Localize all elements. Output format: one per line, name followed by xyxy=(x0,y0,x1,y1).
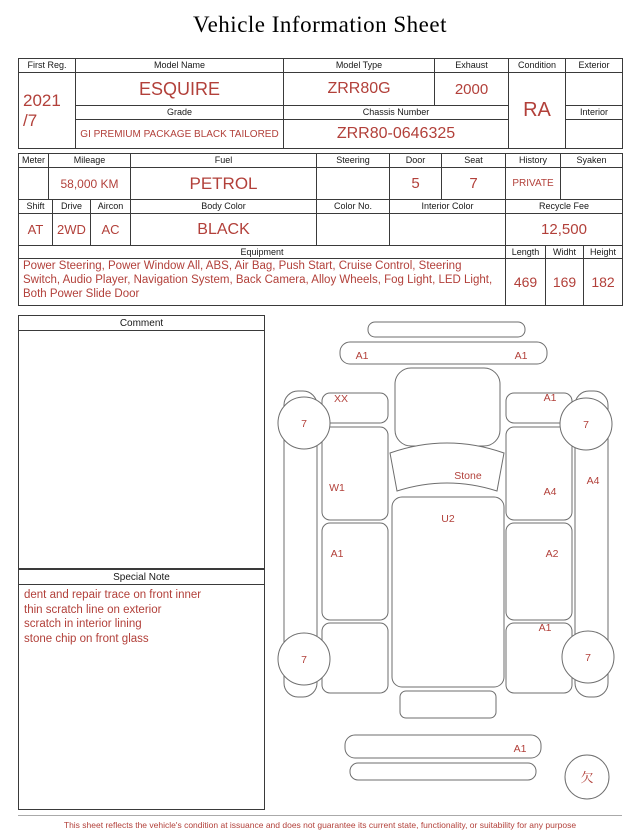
damage-label-right-fender: A1 xyxy=(543,392,557,404)
first-reg-year: 2021 xyxy=(23,90,61,110)
footer-disclaimer: This sheet reflects the vehicle's condition at issuance and does not guarantee its current state, functionality, or suitability for any purpose xyxy=(18,815,622,830)
grade-value: GI PREMIUM PACKAGE BLACK TAILORED xyxy=(76,120,284,149)
damage-label-left-slide-door: A1 xyxy=(330,548,344,560)
seat-value: 7 xyxy=(442,168,506,200)
special-note-text xyxy=(19,585,264,650)
exterior-value xyxy=(566,73,623,106)
specification-table xyxy=(18,153,623,306)
meter-label: Meter xyxy=(19,154,49,168)
damage-label-right-front-door: A4 xyxy=(543,486,557,498)
drive-label: Drive xyxy=(53,200,91,214)
special-note-line: stone chip on front glass xyxy=(24,633,149,646)
interior-color-value xyxy=(390,214,506,246)
equipment-value: Power Steering, Power Window All, ABS, Air Bag, Push Start, Cruise Control, Steering Switch, Audio Player, Navigation System, Back Camera, Alloy Wheels, Fog Light, LED Light, Both Power Slide Door xyxy=(19,259,506,306)
damage-label-windshield: Stone xyxy=(454,470,482,482)
damage-label-front-bumper-right: A1 xyxy=(514,350,528,362)
condition-label: Condition xyxy=(509,59,566,73)
history-value: PRIVATE xyxy=(506,168,561,200)
model-name-value: ESQUIRE xyxy=(76,73,284,106)
vehicle-damage-diagram xyxy=(270,315,630,820)
model-type-value: ZRR80G xyxy=(284,73,435,106)
body-color-value: BLACK xyxy=(131,214,317,246)
aircon-value: AC xyxy=(91,214,131,246)
identification-table xyxy=(18,58,623,149)
right-front-door xyxy=(506,427,572,520)
mileage-label: Mileage xyxy=(49,154,131,168)
comment-section xyxy=(18,315,265,569)
exterior-label: Exterior xyxy=(566,59,623,73)
chassis-number-value: ZRR80-0646325 xyxy=(284,120,509,149)
exhaust-value: 2000 xyxy=(435,73,509,106)
comment-label: Comment xyxy=(19,316,264,331)
left-quarter-panel xyxy=(322,623,388,693)
left-front-door xyxy=(322,427,388,520)
rear-bumper-face-view xyxy=(345,735,541,758)
damage-label-rear-bumper: A1 xyxy=(513,743,527,755)
chassis-number-label: Chassis Number xyxy=(284,106,509,120)
length-value: 469 xyxy=(506,259,546,306)
fuel-value: PETROL xyxy=(131,168,317,200)
height-value: 182 xyxy=(584,259,623,306)
damage-label-missing-mark: 欠 xyxy=(580,770,594,785)
first-reg-value xyxy=(19,73,76,149)
rear-window xyxy=(400,691,496,718)
width-label: Widht xyxy=(546,246,584,259)
body-color-label: Body Color xyxy=(131,200,317,214)
fuel-label: Fuel xyxy=(131,154,317,168)
model-type-label: Model Type xyxy=(284,59,435,73)
damage-label-roof: U2 xyxy=(441,513,455,525)
shift-label: Shift xyxy=(19,200,53,214)
drive-value: 2WD xyxy=(53,214,91,246)
model-name-label: Model Name xyxy=(76,59,284,73)
aircon-label: Aircon xyxy=(91,200,131,214)
interior-value xyxy=(566,120,623,149)
seat-label: Seat xyxy=(442,154,506,168)
damage-label-front-bumper-left: A1 xyxy=(355,350,369,362)
special-note-label: Special Note xyxy=(19,570,264,585)
damage-label-wheel-rear-right: 7 xyxy=(585,652,591,664)
width-value: 169 xyxy=(546,259,584,306)
roof xyxy=(392,497,504,687)
interior-color-label: Interior Color xyxy=(390,200,506,214)
special-note-line: dent and repair trace on front inner xyxy=(24,589,202,601)
special-note-line: scratch in interior lining xyxy=(24,618,142,631)
exhaust-label: Exhaust xyxy=(435,59,509,73)
history-label: History xyxy=(506,154,561,168)
syaken-value xyxy=(561,168,623,200)
damage-label-right-quarter-panel: A1 xyxy=(538,622,552,634)
rear-bumper-top-view xyxy=(350,763,536,780)
syaken-label: Syaken xyxy=(561,154,623,168)
grade-label: Grade xyxy=(76,106,284,120)
damage-label-wheel-front-right: 7 xyxy=(583,419,589,431)
hood xyxy=(395,368,500,446)
damage-label-wheel-rear-left: 7 xyxy=(301,654,307,666)
door-value: 5 xyxy=(390,168,442,200)
damage-label-wheel-front-left: 7 xyxy=(301,418,307,430)
right-slide-door xyxy=(506,523,572,620)
steering-value xyxy=(317,168,390,200)
damage-label-right-slide-door: A2 xyxy=(545,548,559,560)
condition-value: RA xyxy=(509,73,566,149)
height-label: Height xyxy=(584,246,623,259)
special-note-section xyxy=(18,569,265,810)
color-no-label: Color No. xyxy=(317,200,390,214)
special-note-line: thin scratch line on exterior xyxy=(24,603,162,616)
recycle-fee-label: Recycle Fee xyxy=(506,200,623,214)
steering-label: Steering xyxy=(317,154,390,168)
color-no-value xyxy=(317,214,390,246)
front-bumper-top-view xyxy=(368,322,525,337)
length-label: Length xyxy=(506,246,546,259)
interior-label: Interior xyxy=(566,106,623,120)
left-slide-door xyxy=(322,523,388,620)
first-reg-label: First Reg. xyxy=(19,59,76,73)
shift-value: AT xyxy=(19,214,53,246)
left-fender xyxy=(322,393,388,423)
recycle-fee-value: 12,500 xyxy=(506,214,623,246)
damage-label-right-side-panel: A4 xyxy=(586,475,600,487)
windshield xyxy=(390,443,504,491)
equipment-label: Equipment xyxy=(19,246,506,259)
damage-label-left-fender: XX xyxy=(333,393,349,405)
damage-label-left-front-door: W1 xyxy=(329,482,345,494)
mileage-value: 58,000 KM xyxy=(49,168,131,200)
first-reg-month: /7 xyxy=(23,110,38,130)
meter-value xyxy=(19,168,49,200)
page-title: Vehicle Information Sheet xyxy=(193,12,447,37)
door-label: Door xyxy=(390,154,442,168)
